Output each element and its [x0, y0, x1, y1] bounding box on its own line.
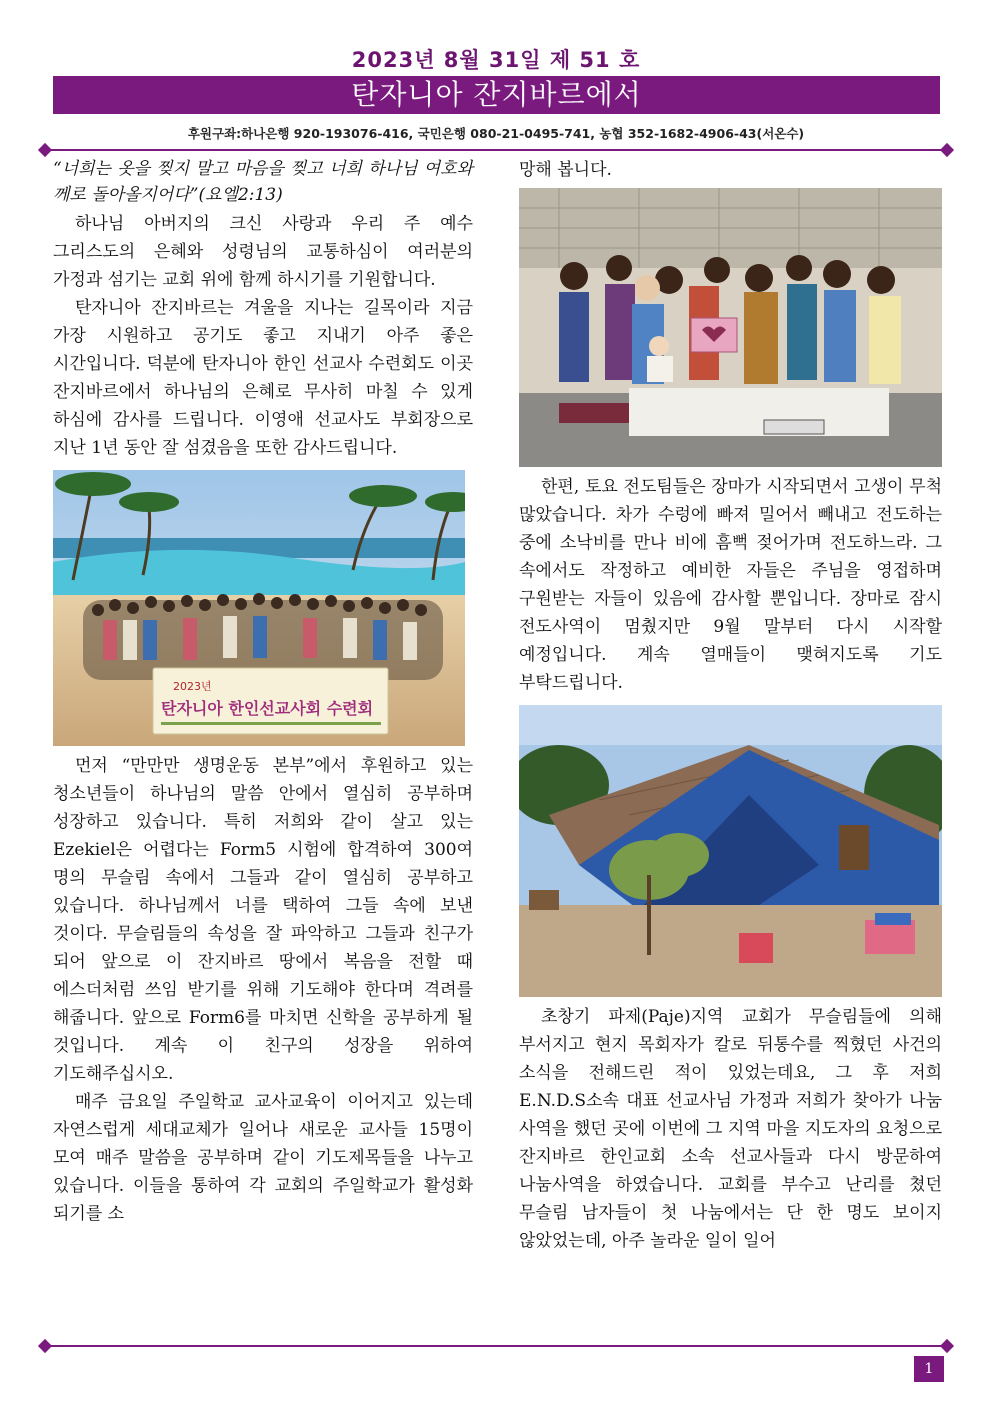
issue-date: 2023년 8월 31일 제 51 호	[351, 48, 641, 72]
newsletter-title: 탄자니아 잔지바르에서	[53, 76, 940, 114]
greeting-paragraph: 하나님 아버지의 크신 사랑과 우리 주 예수 그리스도의 은혜와 성령님의 교통하심이 여러분의 가정과 섬기는 교회 위에 함께 하시기를 기원합니다.	[53, 214, 473, 290]
paje-church-paragraph: 초창기 파제(Paje)지역 교회가 무슬림들에 의해 부서지고 현지 목회자가 칼로 뒤통수를 찍혔던 사건의 소식을 전해드린 적이 있었는데요, 그 후 저희 E.N.D.S소속 대표 선교사님 가정과 저희가 찾아가 나눔 사역을 했던 곳에 이번에 그 지역 마을 지도자의 요청으로 잔지바르 한인교회 소속 선교사들과 다시 방문하여 나눔사역을 하였습니다. 교회를 부수고 난리를 쳤던 무슬림 남자들이 첫 나눔에서는 단 한 명도 보이지 않았었는데, 아주 놀라운 일이 일어	[519, 1007, 942, 1251]
left-column	[53, 156, 473, 1228]
bottom-divider	[38, 1339, 954, 1353]
page-number: 1	[914, 1356, 944, 1382]
top-divider	[38, 143, 954, 157]
retreat-group-photo	[53, 470, 465, 746]
scripture-quote: “너희는 옷을 찢지 말고 마음을 찢고 너희 하나님 여호와께로 돌아올지어다”(요엘2:13)	[53, 159, 473, 205]
youth-paragraph: 먼저 “만만만 생명운동 본부”에서 후원하고 있는 청소년들이 하나님의 말씀 안에서 열심히 공부하며 성장하고 있습니다. 특히 저희와 같이 살고 있는 Ezekiel은 어렵다는 Form5 시험에 합격하여 300여 명의 무슬림 속에서 그들과 같이 열심히 공부하고 있습니다. 하나님께서 너를 택하여 그들 속에 보낸 것이다. 무슬림들의 속성을 잘 파악하고 그들과 친구가 되어 앞으로 이 잔지바르 땅에서 복음을 전할 때 에스더처럼 쓰임 받기를 위해 기도해야 한다며 격려를 해줍니다. 앞으로 Form6를 마치면 신학을 공부하게 될 것입니다. 계속 이 친구의 성장을 위하여 기도해주십시오.	[53, 756, 473, 1084]
retreat-paragraph: 탄자니아 잔지바르는 겨울을 지나는 길목이라 지금 가장 시원하고 공기도 좋고 지내기 아주 좋은 시간입니다. 덕분에 탄자니아 한인 선교사 수련회도 이곳 잔지바르에서 하나님의 은혜로 무사히 마칠 수 있게 하심에 감사를 드립니다. 이영애 선교사도 부회장으로 지난 1년 동안 잘 섬겼음을 또한 감사드립니다.	[53, 298, 473, 458]
evangelism-paragraph: 한편, 토요 전도팀들은 장마가 시작되면서 고생이 무척 많았습니다. 차가 수렁에 빠져 밀어서 빼내고 전도하는 중에 소낙비를 만나 비에 흠뻑 젖어가며 전도하느라. 그 속에서도 작정하고 예비한 자들은 주님을 영접하며 구원받는 자들이 있음에 감사할 뿐입니다. 장마로 잠시 전도사역이 멈췄지만 9월 말부터 다시 시작할 예정입니다. 계속 열매들이 맺혀지도록 기도 부탁드립니다.	[519, 477, 942, 693]
banner-year: 2023년	[173, 680, 212, 693]
continued-text: 망해 봅니다.	[519, 160, 612, 180]
damaged-church-photo	[519, 705, 942, 997]
right-column	[519, 156, 942, 1255]
teachers-group-photo	[519, 188, 942, 467]
donation-account: 후원구좌:하나은행 920-193076-416, 국민은행 080-21-0495-741, 농협 352-1682-4906-43(서온수)	[187, 126, 805, 141]
teacher-paragraph: 매주 금요일 주일학교 교사교육이 이어지고 있는데 자연스럽게 세대교체가 일어나 새로운 교사들 15명이 모여 매주 말씀을 공부하며 같이 기도제목들을 나누고 있습니다. 이들을 통하여 각 교회의 주일학교가 활성화 되기를 소	[53, 1092, 473, 1224]
banner-title: 탄자니아 한인선교사회 수련회	[161, 699, 374, 718]
